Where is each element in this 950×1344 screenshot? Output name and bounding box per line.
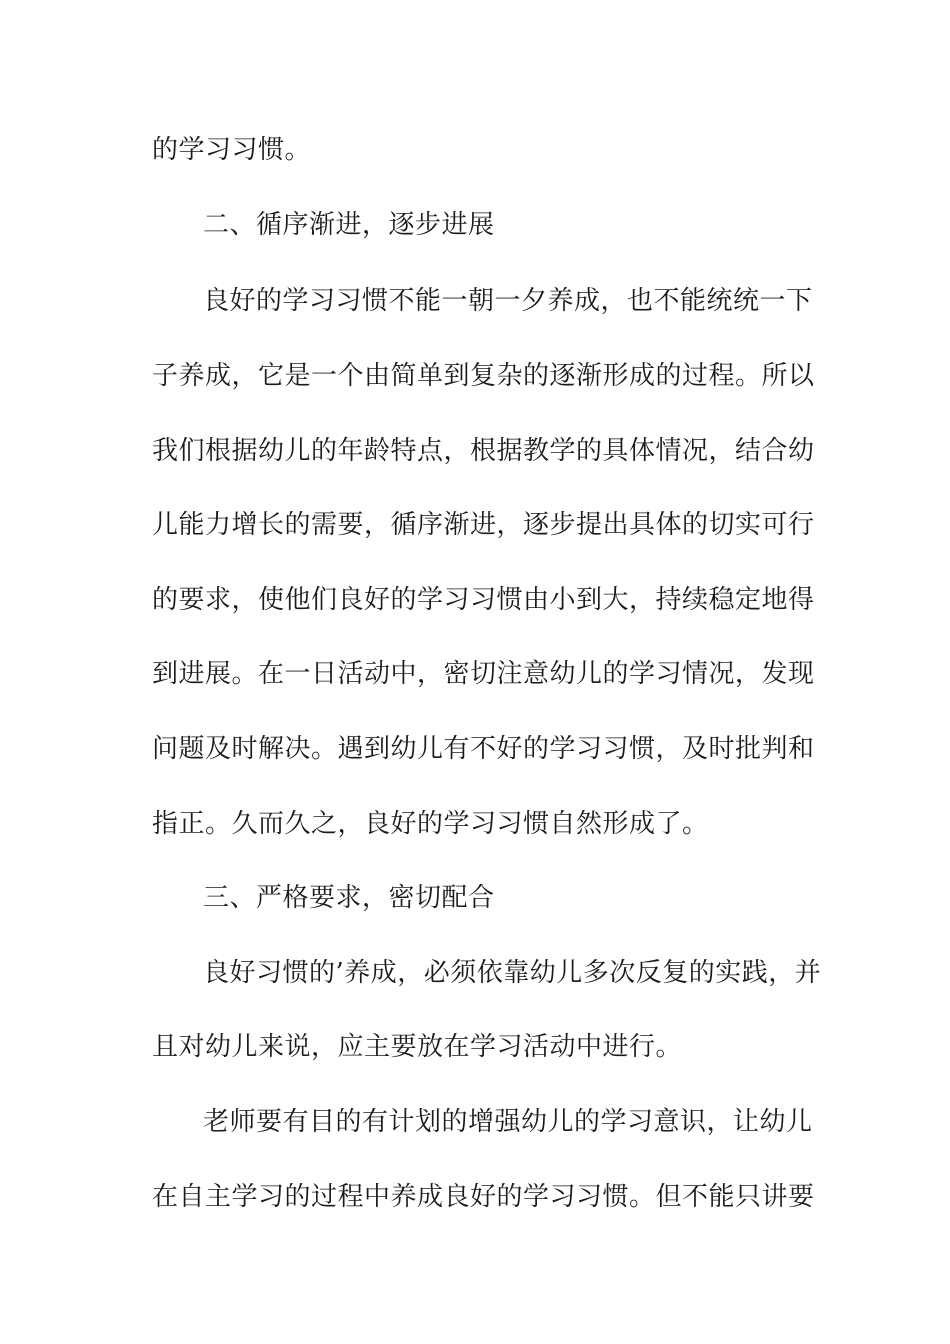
- text-line: 在自主学习的过程中养成良好的学习习惯。但不能只讲要: [152, 1182, 815, 1212]
- text-line: 儿能力增长的需要，循序渐进，逐步提出具体的切实可行: [152, 510, 815, 540]
- text-line: 的要求，使他们良好的学习习惯由小到大，持续稳定地得: [152, 585, 815, 615]
- text-line: 良好习惯的’养成，必须依靠幼儿多次反复的实践，并: [203, 958, 822, 988]
- text-line: 到进展。在一日活动中，密切注意幼儿的学习情况，发现: [152, 659, 815, 689]
- section-heading: 三、严格要求，密切配合: [203, 883, 495, 913]
- text-line: 我们根据幼儿的年龄特点，根据教学的具体情况，结合幼: [152, 436, 815, 466]
- section-heading: 二、循序渐进，逐步进展: [203, 210, 495, 240]
- text-line: 良好的学习习惯不能一朝一夕养成，也不能统统一下: [203, 286, 813, 316]
- text-line: 老师要有目的有计划的增强幼儿的学习意识，让幼儿: [203, 1107, 813, 1137]
- text-line: 且对幼儿来说，应主要放在学习活动中进行。: [152, 1032, 683, 1062]
- text-line: 的学习习惯。: [152, 135, 312, 165]
- text-line: 指正。久而久之，良好的学习习惯自然形成了。: [152, 809, 709, 839]
- text-line: 问题及时解决。遇到幼儿有不好的学习习惯，及时批判和: [152, 734, 815, 764]
- text-line: 子养成，它是一个由简单到复杂的逐渐形成的过程。所以: [152, 361, 815, 391]
